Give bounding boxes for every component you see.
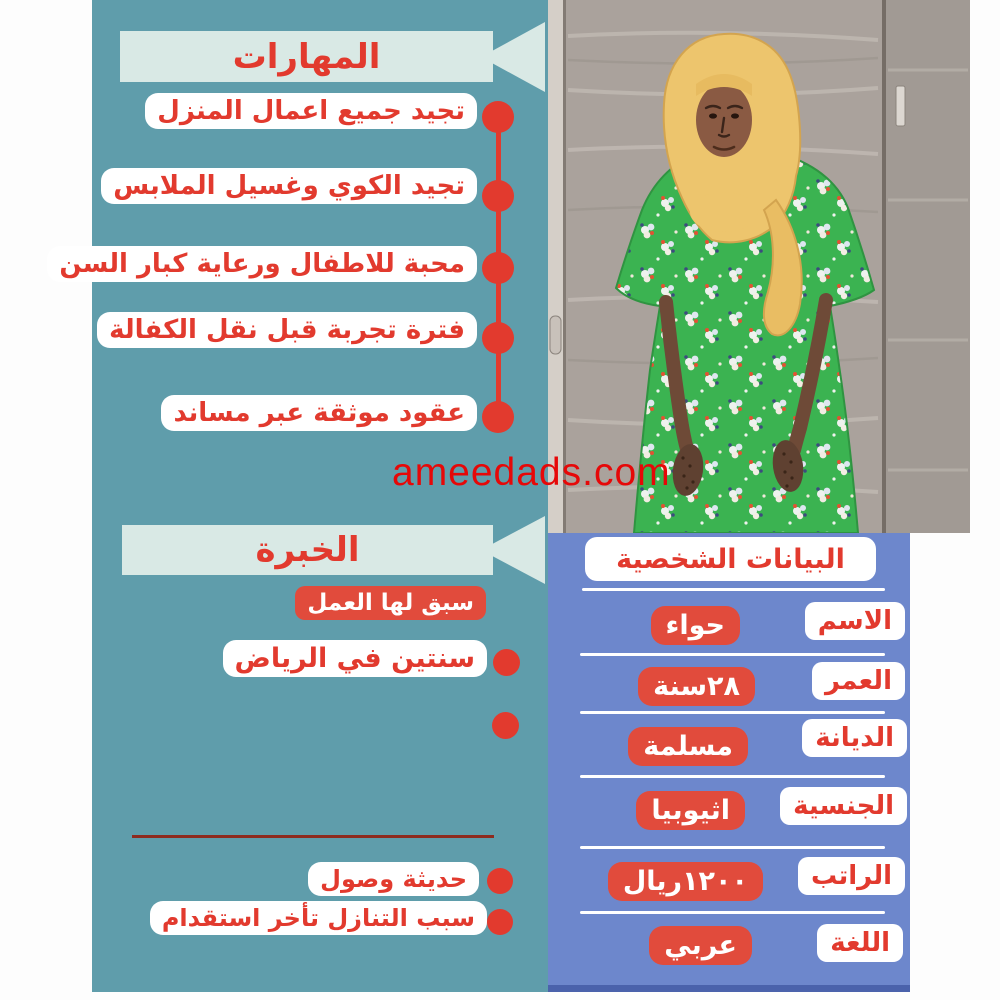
personal-divider bbox=[580, 775, 885, 778]
skill-item: تجيد جميع اعمال المنزل bbox=[145, 93, 477, 129]
personal-label-name: الاسم bbox=[805, 602, 905, 640]
skills-timeline-dot bbox=[482, 180, 514, 212]
personal-label-age: العمر bbox=[812, 662, 905, 700]
personal-divider bbox=[580, 653, 885, 656]
personal-value-age: ٢٨سنة bbox=[638, 667, 755, 706]
personal-divider bbox=[580, 846, 885, 849]
personal-value-salary: ١٢٠٠ريال bbox=[608, 862, 763, 901]
personal-label-religion: الديانة bbox=[802, 719, 907, 757]
watermark: ameedads.com bbox=[392, 451, 671, 494]
experience-dot bbox=[493, 649, 520, 676]
personal-divider bbox=[580, 711, 885, 714]
experience-note: سبب التنازل تأخر استقدام bbox=[150, 901, 487, 935]
experience-banner bbox=[122, 525, 493, 575]
experience-title: الخبرة bbox=[255, 530, 360, 570]
personal-label-salary: الراتب bbox=[798, 857, 905, 895]
experience-badge: سبق لها العمل bbox=[295, 586, 486, 620]
personal-value-nationality: اثيوبيا bbox=[636, 791, 745, 830]
skill-item: عقود موثقة عبر مساند bbox=[161, 395, 477, 431]
skills-timeline-dot bbox=[482, 101, 514, 133]
experience-dot bbox=[487, 909, 513, 935]
skills-banner bbox=[120, 31, 493, 82]
skills-timeline-dot bbox=[482, 322, 514, 354]
skills-title: المهارات bbox=[232, 36, 381, 77]
personal-value-religion: مسلمة bbox=[628, 727, 748, 766]
experience-dot bbox=[492, 712, 519, 739]
skill-item: محبة للاطفال ورعاية كبار السن bbox=[47, 246, 477, 282]
experience-divider bbox=[132, 835, 494, 838]
personal-data-title: البيانات الشخصية bbox=[585, 537, 876, 581]
skill-item: فترة تجربة قبل نقل الكفالة bbox=[97, 312, 477, 348]
personal-divider bbox=[582, 588, 885, 591]
personal-value-name: حواء bbox=[651, 606, 740, 645]
experience-item: سنتين في الرياض bbox=[223, 640, 488, 677]
skill-item: تجيد الكوي وغسيل الملابس bbox=[101, 168, 477, 204]
personal-label-language: اللغة bbox=[817, 924, 903, 962]
personal-label-nationality: الجنسية bbox=[780, 787, 907, 825]
personal-divider bbox=[580, 911, 885, 914]
skills-experience-panel bbox=[92, 0, 548, 992]
skills-timeline-dot bbox=[482, 401, 514, 433]
personal-value-language: عربي bbox=[649, 926, 752, 965]
experience-note: حديثة وصول bbox=[308, 862, 479, 896]
experience-dot bbox=[487, 868, 513, 894]
skills-timeline-dot bbox=[482, 252, 514, 284]
